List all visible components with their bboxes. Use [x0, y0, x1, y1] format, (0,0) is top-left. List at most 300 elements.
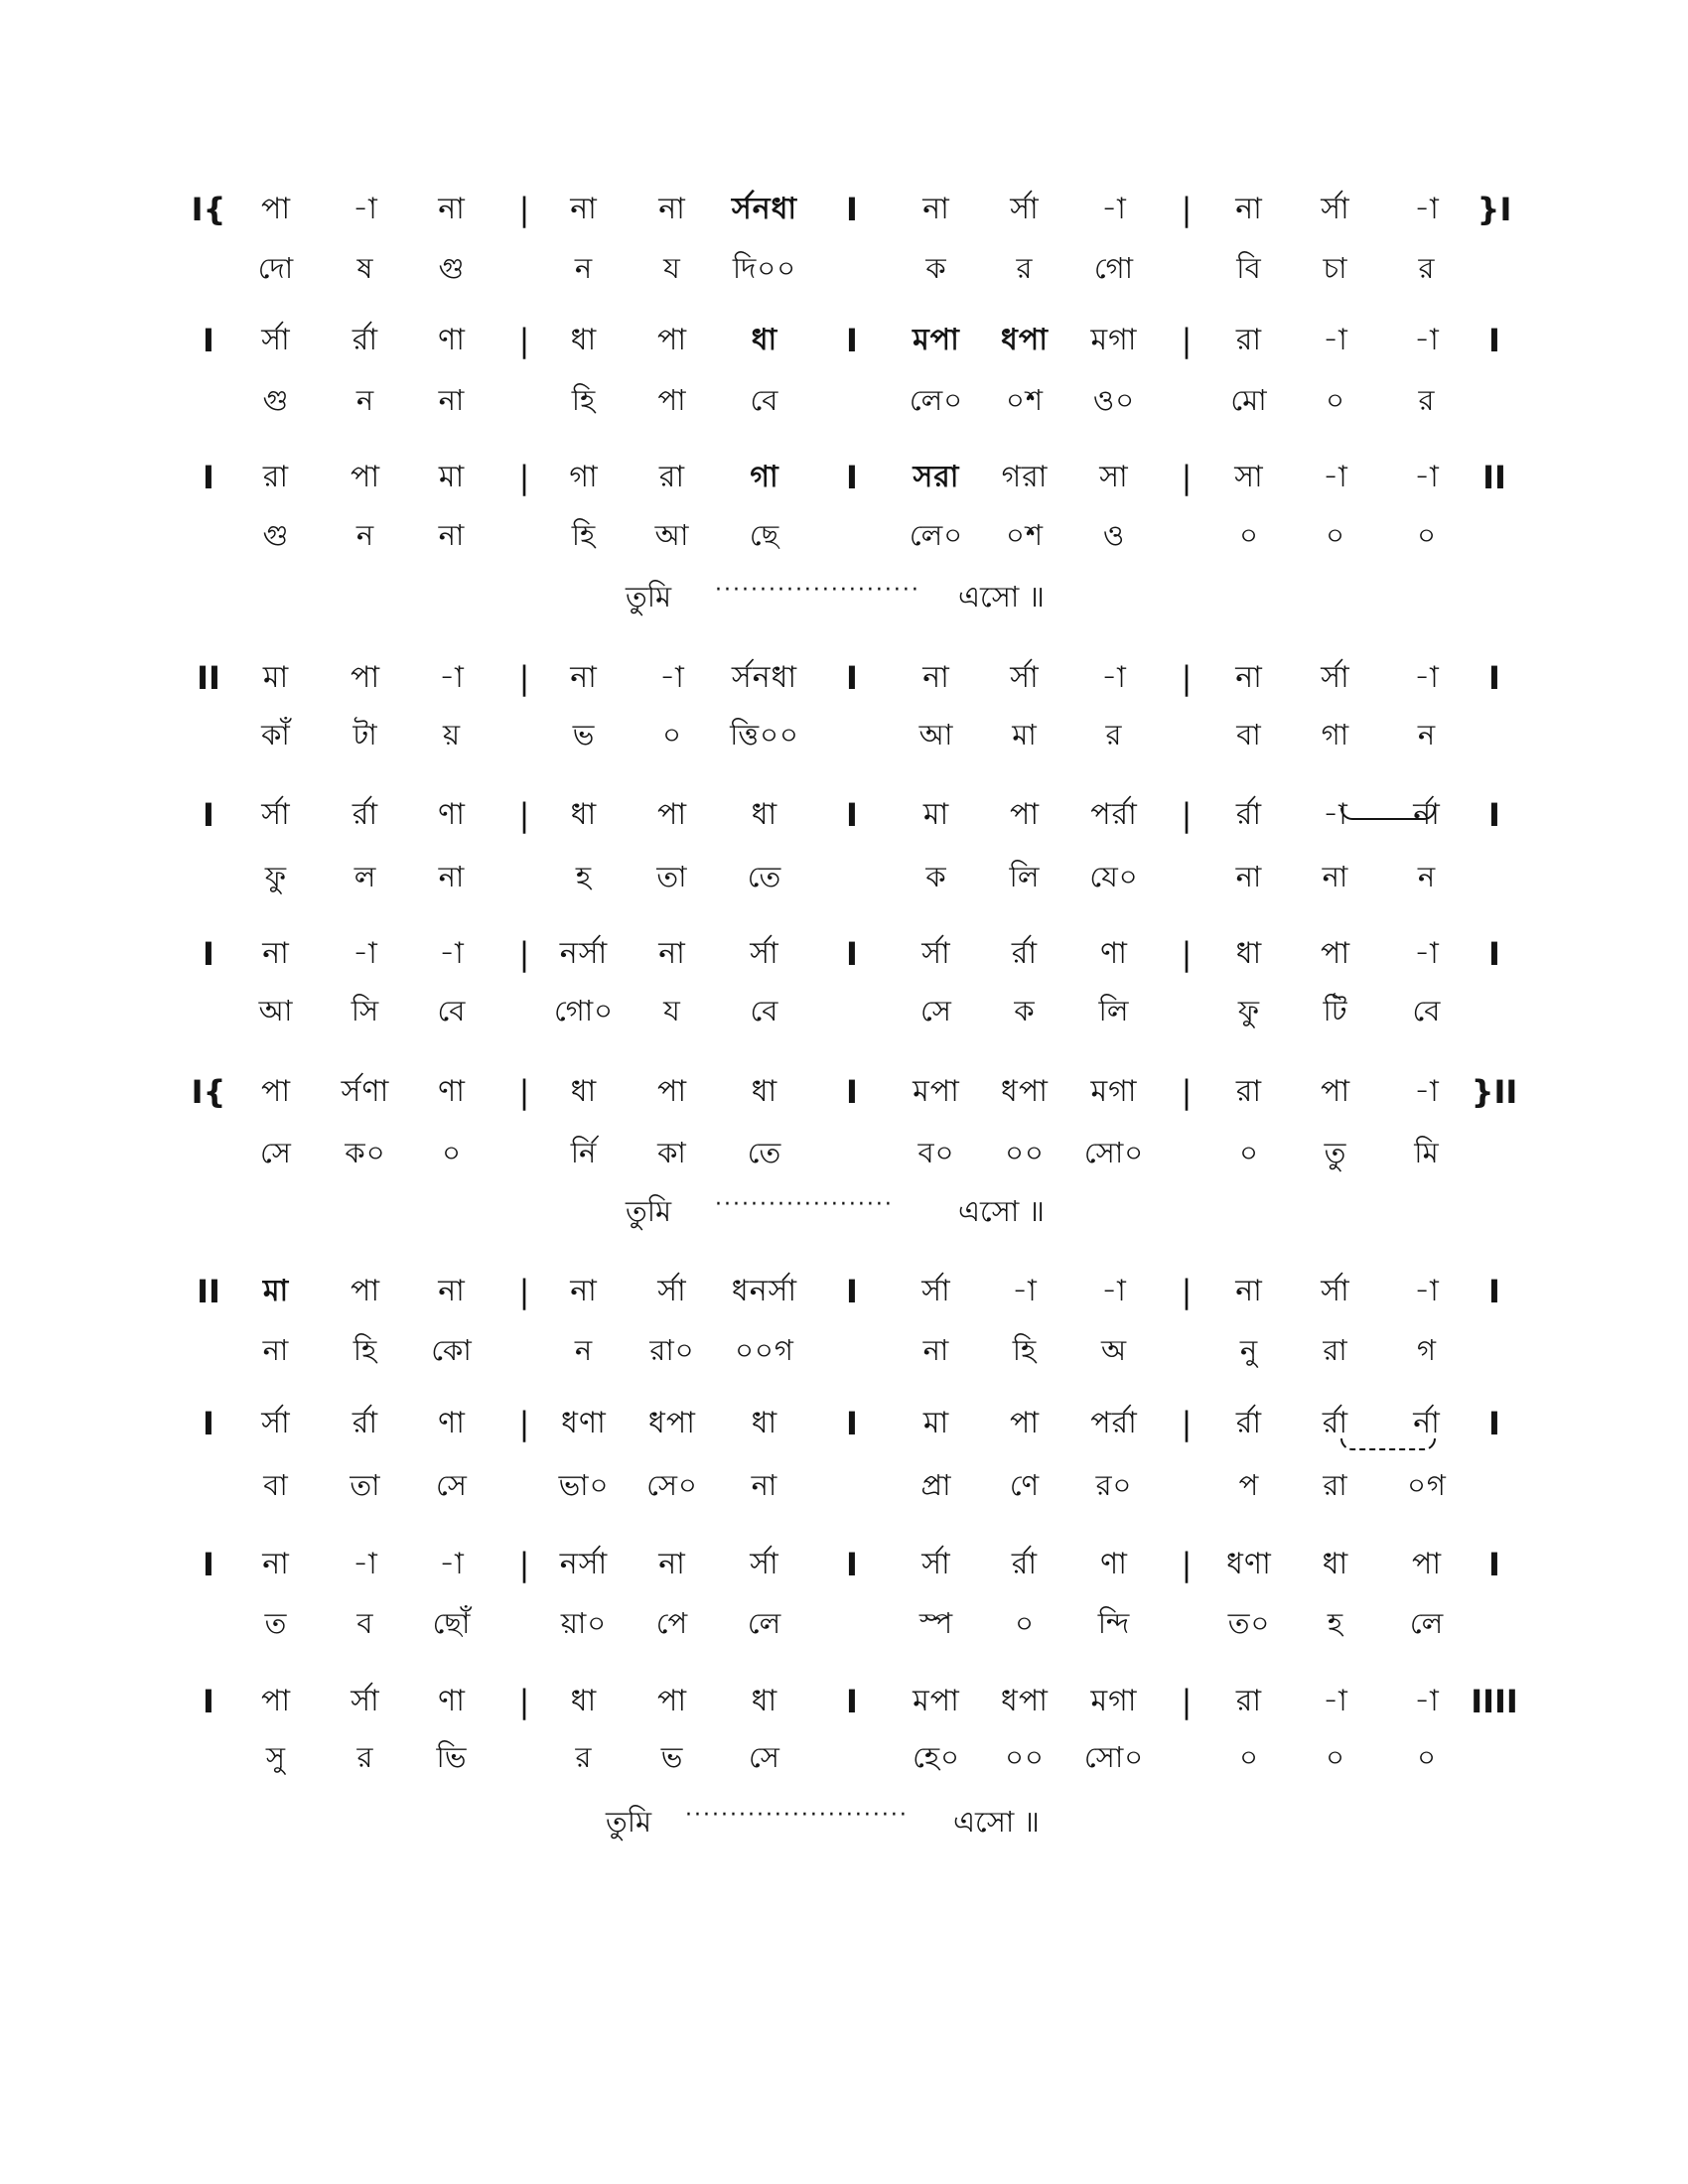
note-cell: ধণা: [561, 1406, 607, 1440]
note-cell: র্রা: [1235, 797, 1263, 832]
lyric-syllable: ত০: [1227, 1606, 1271, 1640]
lyric-syllable: র্নি: [570, 1136, 598, 1169]
note-cell: র্রা: [352, 797, 379, 832]
note-cell: পা: [1009, 797, 1041, 832]
note-cell: -া: [1101, 660, 1127, 695]
lyric-syllable: না: [751, 1468, 778, 1502]
notation-row: [0, 319, 1688, 378]
lyric-row: [0, 1601, 1688, 1661]
note-cell: ধণা: [1226, 1547, 1272, 1581]
lyric-syllable: য়া০: [560, 1606, 608, 1640]
note-cell: পা: [260, 192, 292, 226]
bar-line: |: [1181, 659, 1193, 697]
lyric-syllable: ল: [353, 860, 377, 893]
bar-line: I: [846, 659, 858, 697]
bar-line: I: [1488, 1273, 1500, 1310]
note-cell: র্রা: [1322, 1406, 1349, 1440]
note-cell: পা: [1320, 1074, 1351, 1109]
lyric-syllable: রা০: [649, 1333, 695, 1367]
note-cell: র্সা: [921, 1547, 951, 1581]
note-cell: -া: [1323, 797, 1348, 832]
bar-line: I{: [191, 1073, 226, 1111]
lyric-syllable: ০: [1239, 1740, 1259, 1774]
refrain-start: তুমি: [626, 580, 672, 614]
note-cell: র্সা: [1010, 192, 1040, 226]
note-cell: র্সা: [921, 936, 951, 971]
lyric-syllable: আ: [654, 518, 690, 552]
lyric-syllable: বে: [750, 383, 779, 417]
lyric-syllable: র: [575, 1740, 593, 1774]
bar-line: |: [1181, 191, 1193, 228]
lyric-syllable: লি: [1009, 860, 1041, 893]
note-cell: পর্রা: [1090, 797, 1138, 832]
note-cell: নর্সা: [559, 936, 609, 971]
lyric-syllable: ফু: [1237, 994, 1261, 1027]
lyric-syllable: ক: [925, 860, 947, 893]
note-cell: রা: [1235, 323, 1263, 357]
lyric-row: [0, 1131, 1688, 1190]
note-cell: পা: [350, 460, 381, 494]
lyric-syllable: হি: [571, 518, 597, 552]
refrain-line: [0, 1189, 1688, 1239]
lyric-syllable: ত: [264, 1606, 288, 1640]
note-cell: র্রা: [1235, 1406, 1263, 1440]
refrain-start: তুমি: [606, 1805, 652, 1839]
note-cell: র্সণা: [341, 1074, 390, 1109]
lyric-syllable: আ: [258, 994, 294, 1027]
note-cell: মা: [262, 660, 290, 695]
note-cell: ধনর্সা: [731, 1274, 798, 1308]
note-cell: -া: [1414, 460, 1440, 494]
lyric-syllable: সো০: [1083, 1740, 1145, 1774]
lyric-syllable: হি: [571, 383, 597, 417]
note-cell: র্সা: [1321, 660, 1350, 695]
lyric-syllable: র: [356, 1740, 374, 1774]
note-cell: সা: [1099, 460, 1129, 494]
lyric-syllable: প: [1238, 1468, 1260, 1502]
note-cell: -া: [1414, 1684, 1440, 1718]
refrain-end: এসো ॥: [953, 1805, 1040, 1839]
lyric-syllable: বা: [1236, 718, 1262, 751]
note-cell: না: [922, 192, 950, 226]
note-cell: ধা: [751, 1406, 778, 1440]
bar-line: |: [518, 1405, 530, 1442]
bar-line: I: [1488, 935, 1500, 973]
bar-line: I: [846, 796, 858, 834]
bar-line: I: [846, 1546, 858, 1583]
lyric-syllable: ০গ: [1407, 1468, 1447, 1502]
note-cell: গরা: [1001, 460, 1049, 494]
bar-line: I: [203, 322, 214, 359]
lyric-syllable: না: [438, 860, 466, 893]
note-cell: ধা: [751, 1074, 778, 1109]
note-cell: ধা: [1235, 936, 1263, 971]
note-cell: ধা: [570, 1074, 598, 1109]
note-cell: -া: [1414, 936, 1440, 971]
note-cell: পর্রা: [1090, 1406, 1138, 1440]
lyric-syllable: লি: [1098, 994, 1130, 1027]
lyric-syllable: ভি: [436, 1740, 468, 1774]
note-cell: মা: [922, 1406, 950, 1440]
bar-line: |: [518, 1273, 530, 1310]
note-cell: -া: [439, 660, 465, 695]
note-cell: ণা: [438, 797, 466, 832]
note-cell: পা: [1411, 1547, 1443, 1581]
bar-line: |: [1181, 1405, 1193, 1442]
notation-row: [0, 1680, 1688, 1739]
lyric-syllable: লে: [747, 1606, 782, 1640]
lyric-syllable: ন: [1417, 718, 1437, 751]
note-cell: -া: [352, 192, 378, 226]
refrain-end: এসো ॥: [958, 580, 1045, 614]
note-cell: মা: [262, 1274, 290, 1308]
note-cell: পা: [350, 660, 381, 695]
refrain-dots: ·························: [685, 1803, 909, 1828]
bar-line: |: [518, 659, 530, 697]
lyric-syllable: গা: [1321, 718, 1350, 751]
note-cell: র্রা: [352, 323, 379, 357]
note-cell: না: [262, 1547, 290, 1581]
lyric-syllable: বে: [437, 994, 467, 1027]
lyric-syllable: ক: [925, 251, 947, 285]
lyric-syllable: ছে: [749, 518, 780, 552]
notation-row: [0, 656, 1688, 716]
note-cell: রা: [1235, 1684, 1263, 1718]
note-cell: র্সনধা: [731, 192, 798, 226]
note-cell: মপা: [913, 323, 960, 357]
note-cell: -া: [1012, 1274, 1038, 1308]
lyric-syllable: ন্দি: [1097, 1606, 1131, 1640]
note-cell: ণা: [1100, 1547, 1128, 1581]
refrain-end: এসো ॥: [958, 1194, 1045, 1228]
lyric-syllable: বে: [1412, 994, 1442, 1027]
bar-line: I{: [191, 191, 226, 228]
note-cell: না: [1235, 192, 1263, 226]
note-cell: র্সা: [750, 1547, 779, 1581]
lyric-syllable: বে: [750, 994, 779, 1027]
note-cell: মগা: [1090, 1684, 1138, 1718]
lyric-syllable: সে: [749, 1740, 780, 1774]
lyric-syllable: আ: [918, 718, 954, 751]
lyric-syllable: লে০: [909, 518, 964, 552]
lyric-syllable: রা: [1323, 1333, 1348, 1367]
note-cell: ধা: [751, 323, 778, 357]
note-cell: -া: [352, 1547, 378, 1581]
note-cell: না: [658, 1547, 686, 1581]
lyric-syllable: হি: [352, 1333, 378, 1367]
lyric-syllable: তু: [1324, 1136, 1347, 1169]
lyric-syllable: দো: [257, 251, 295, 285]
note-cell: ধা: [570, 797, 598, 832]
lyric-row: [0, 1463, 1688, 1523]
note-cell: ধা: [1322, 1547, 1349, 1581]
note-cell: -া: [352, 936, 378, 971]
bar-line: I: [846, 935, 858, 973]
bar-line: |: [518, 1546, 530, 1583]
note-cell: -া: [1101, 192, 1127, 226]
note-cell: সা: [1234, 460, 1264, 494]
lyric-syllable: ন: [355, 518, 375, 552]
lyric-syllable: ন: [574, 251, 594, 285]
lyric-row: [0, 246, 1688, 306]
lyric-syllable: ০: [662, 718, 682, 751]
lyric-syllable: টা: [352, 718, 378, 751]
note-cell: মপা: [913, 1074, 960, 1109]
note-cell: র্না: [1413, 797, 1441, 832]
lyric-syllable: গু: [262, 518, 290, 552]
note-cell: র্সা: [1321, 192, 1350, 226]
note-cell: পা: [656, 797, 688, 832]
slur-mark: [1340, 808, 1436, 820]
lyric-syllable: মো: [1230, 383, 1268, 417]
lyric-syllable: সে০: [646, 1468, 698, 1502]
note-cell: -া: [1414, 323, 1440, 357]
note-cell: না: [570, 1274, 598, 1308]
bar-line: I: [203, 796, 214, 834]
note-cell: র্সা: [657, 1274, 687, 1308]
note-cell: ধা: [570, 1684, 598, 1718]
note-cell: ধপা: [1001, 1074, 1049, 1109]
refrain-line: [0, 1800, 1688, 1849]
bar-line: I: [203, 935, 214, 973]
note-cell: না: [570, 192, 598, 226]
note-cell: না: [922, 660, 950, 695]
lyric-syllable: ০০: [1005, 1136, 1045, 1169]
refrain-line: [0, 575, 1688, 624]
refrain-dots: ····················: [715, 1192, 894, 1217]
lyric-row: [0, 378, 1688, 438]
lyric-syllable: হ: [1327, 1606, 1344, 1640]
note-cell: রা: [1235, 1074, 1263, 1109]
lyric-syllable: পে: [655, 1606, 689, 1640]
lyric-syllable: ব: [356, 1606, 374, 1640]
bar-line: I: [846, 322, 858, 359]
lyric-syllable: গ: [1416, 1333, 1437, 1367]
bar-line: I: [846, 1273, 858, 1310]
lyric-syllable: ০: [1417, 518, 1437, 552]
note-cell: ধপা: [1001, 1684, 1049, 1718]
slur-mark: [1340, 1438, 1436, 1450]
lyric-syllable: ভা০: [558, 1468, 610, 1502]
bar-line: I: [846, 1073, 858, 1111]
lyric-syllable: বা: [263, 1468, 289, 1502]
lyric-syllable: র০: [1095, 1468, 1133, 1502]
lyric-syllable: সু: [265, 1740, 287, 1774]
bar-line: }II: [1471, 1073, 1518, 1111]
lyric-syllable: ত্তি০০: [730, 718, 799, 751]
lyric-syllable: অ: [1100, 1333, 1128, 1367]
note-cell: -া: [439, 1547, 465, 1581]
bar-line: |: [518, 322, 530, 359]
lyric-syllable: ক০: [345, 1136, 386, 1169]
note-cell: ণা: [438, 1074, 466, 1109]
note-cell: ধা: [751, 797, 778, 832]
note-cell: ণা: [438, 1684, 466, 1718]
bar-line: IIII: [1471, 1683, 1518, 1720]
lyric-syllable: তে: [747, 1136, 782, 1169]
lyric-syllable: ভ: [572, 718, 596, 751]
lyric-row: [0, 989, 1688, 1048]
note-cell: পা: [656, 1684, 688, 1718]
bar-line: II: [197, 659, 220, 697]
lyric-syllable: সে: [920, 994, 952, 1027]
notation-row: [0, 1270, 1688, 1329]
note-cell: না: [570, 660, 598, 695]
note-cell: -া: [1414, 192, 1440, 226]
lyric-syllable: ০: [1326, 1740, 1345, 1774]
note-cell: না: [658, 936, 686, 971]
note-cell: ধপা: [648, 1406, 696, 1440]
bar-line: I: [846, 1683, 858, 1720]
note-cell: ণা: [438, 323, 466, 357]
lyric-syllable: র: [1016, 251, 1034, 285]
lyric-syllable: তা: [350, 1468, 381, 1502]
lyric-syllable: হে০: [913, 1740, 960, 1774]
refrain-dots: ·······················: [715, 578, 920, 603]
lyric-syllable: মা: [1012, 718, 1038, 751]
note-cell: র্সনধা: [731, 660, 798, 695]
note-cell: র্সা: [261, 323, 291, 357]
lyric-syllable: স্প: [918, 1606, 954, 1640]
lyric-row: [0, 1735, 1688, 1795]
lyric-syllable: গু: [438, 251, 466, 285]
lyric-syllable: য়: [442, 718, 462, 751]
lyric-syllable: ন: [355, 383, 375, 417]
lyric-syllable: য: [663, 251, 681, 285]
bar-line: I: [846, 1405, 858, 1442]
lyric-syllable: র: [1418, 251, 1436, 285]
note-cell: নর্সা: [559, 1547, 609, 1581]
lyric-syllable: পা: [657, 383, 687, 417]
lyric-syllable: য: [663, 994, 681, 1027]
note-cell: র্সা: [750, 936, 779, 971]
lyric-syllable: চা: [1323, 251, 1348, 285]
note-cell: মগা: [1090, 323, 1138, 357]
lyric-syllable: ফু: [264, 860, 288, 893]
bar-line: I: [203, 459, 214, 496]
note-cell: না: [438, 1274, 466, 1308]
lyric-syllable: ছোঁ: [432, 1606, 472, 1640]
note-cell: মপা: [913, 1684, 960, 1718]
lyric-syllable: ০শ: [1005, 518, 1044, 552]
note-cell: -া: [1414, 1274, 1440, 1308]
lyric-row: [0, 513, 1688, 573]
note-cell: র্না: [1413, 1406, 1441, 1440]
note-cell: পা: [260, 1684, 292, 1718]
lyric-syllable: ন: [1417, 860, 1437, 893]
lyric-syllable: ণে: [1009, 1468, 1041, 1502]
lyric-syllable: লে: [1409, 1606, 1445, 1640]
note-cell: -া: [1414, 1074, 1440, 1109]
bar-line: }I: [1477, 191, 1512, 228]
note-cell: গা: [750, 460, 779, 494]
note-cell: র্সা: [261, 797, 291, 832]
note-cell: গা: [569, 460, 599, 494]
note-cell: র্সা: [1010, 660, 1040, 695]
lyric-row: [0, 1328, 1688, 1388]
bar-line: II: [1482, 459, 1506, 496]
note-cell: না: [658, 192, 686, 226]
lyric-syllable: ন: [574, 1333, 594, 1367]
lyric-syllable: রা: [1323, 1468, 1348, 1502]
lyric-syllable: দি০০: [732, 251, 797, 285]
lyric-syllable: নু: [1239, 1333, 1259, 1367]
bar-line: I: [203, 1546, 214, 1583]
lyric-syllable: বি: [1236, 251, 1262, 285]
note-cell: ধা: [570, 323, 598, 357]
lyric-syllable: ০০: [1005, 1740, 1045, 1774]
lyric-syllable: ০: [1326, 383, 1345, 417]
lyric-syllable: গু: [262, 383, 290, 417]
notation-row: [0, 932, 1688, 992]
lyric-syllable: ০: [1417, 1740, 1437, 1774]
lyric-syllable: লে০: [909, 383, 964, 417]
note-cell: না: [1235, 660, 1263, 695]
lyric-syllable: না: [1235, 860, 1263, 893]
lyric-syllable: কাঁ: [261, 718, 291, 751]
notation-row: [0, 188, 1688, 247]
lyric-syllable: কা: [657, 1136, 687, 1169]
note-cell: মগা: [1090, 1074, 1138, 1109]
lyric-syllable: ভ: [660, 1740, 684, 1774]
bar-line: I: [846, 459, 858, 496]
bar-line: |: [1181, 459, 1193, 496]
note-cell: -া: [1323, 1684, 1348, 1718]
bar-line: I: [846, 191, 858, 228]
bar-line: I: [1488, 1405, 1500, 1442]
lyric-syllable: ০: [442, 1136, 462, 1169]
bar-line: |: [518, 935, 530, 973]
note-cell: সরা: [913, 460, 960, 494]
lyric-syllable: ও: [1102, 518, 1126, 552]
lyric-syllable: ০: [1015, 1606, 1035, 1640]
note-cell: না: [438, 192, 466, 226]
lyric-syllable: গো: [1093, 251, 1135, 285]
bar-line: |: [1181, 1546, 1193, 1583]
bar-line: |: [518, 796, 530, 834]
note-cell: পা: [1009, 1406, 1041, 1440]
bar-line: |: [1181, 796, 1193, 834]
note-cell: রা: [658, 460, 686, 494]
notation-row: [0, 456, 1688, 515]
note-cell: ণা: [438, 1406, 466, 1440]
note-cell: র্সা: [261, 1406, 291, 1440]
note-cell: ণা: [1100, 936, 1128, 971]
note-cell: ধপা: [1001, 323, 1049, 357]
bar-line: I: [1488, 322, 1500, 359]
bar-line: |: [1181, 322, 1193, 359]
note-cell: না: [1235, 1274, 1263, 1308]
note-cell: পা: [1320, 936, 1351, 971]
bar-line: I: [203, 1683, 214, 1720]
lyric-syllable: সো০: [1083, 1136, 1145, 1169]
notation-row: [0, 1543, 1688, 1602]
notation-row: [0, 793, 1688, 853]
bar-line: |: [1181, 1683, 1193, 1720]
lyric-syllable: না: [438, 383, 466, 417]
note-cell: মা: [922, 797, 950, 832]
lyric-syllable: ০শ: [1005, 383, 1044, 417]
lyric-syllable: সে: [260, 1136, 292, 1169]
note-cell: পা: [656, 323, 688, 357]
lyric-syllable: ০: [1239, 518, 1259, 552]
bar-line: |: [518, 459, 530, 496]
note-cell: না: [262, 936, 290, 971]
lyric-syllable: ০: [1239, 1136, 1259, 1169]
lyric-syllable: ব০: [917, 1136, 955, 1169]
notation-row: [0, 1402, 1688, 1461]
lyric-syllable: যে০: [1089, 860, 1139, 893]
